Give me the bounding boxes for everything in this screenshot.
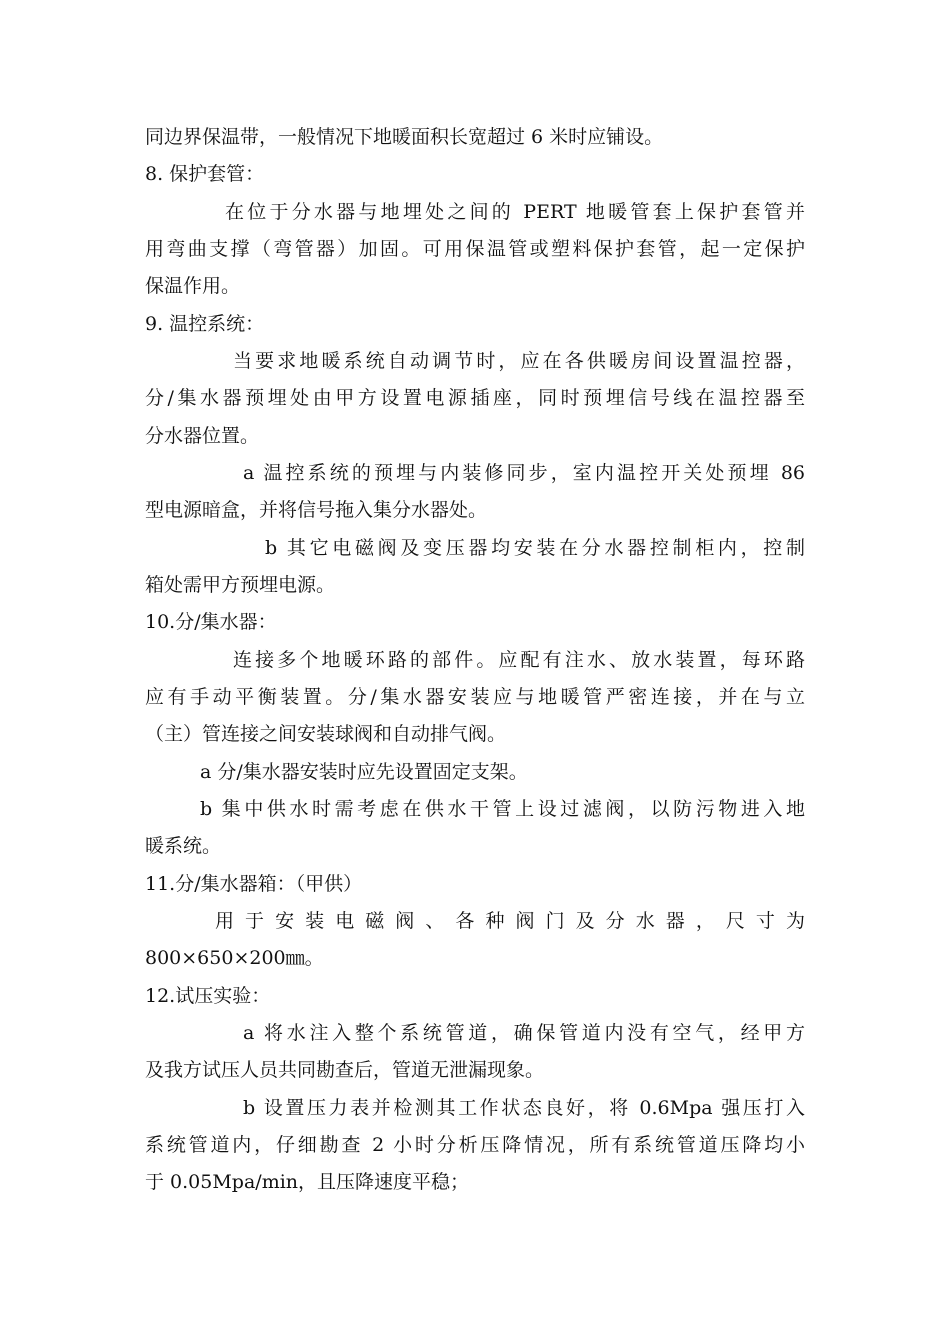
text-line: b 其它电磁阀及变压器均安装在分水器控制柜内，控制	[265, 537, 805, 559]
text-line: 用于安装电磁阀、各种阀门及分水器，尺寸为	[215, 910, 805, 932]
text-line: b 集中供水时需考虑在供水干管上设过滤阀，以防污物进入地	[200, 798, 805, 820]
text-line: 连接多个地暖环路的部件。应配有注水、放水装置，每环路	[233, 649, 805, 671]
text-line: 暖系统。	[145, 835, 222, 857]
text-line: 应有手动平衡装置。分/集水器安装应与地暖管严密连接，并在与立	[145, 686, 805, 708]
section-heading: 9. 温控系统：	[145, 313, 265, 335]
section-heading: 12.试压实验：	[145, 985, 271, 1007]
text-line: 当要求地暖系统自动调节时，应在各供暖房间设置温控器，	[233, 350, 805, 372]
section-heading: 10.分/集水器：	[145, 611, 277, 633]
text-line: 于 0.05Mpa/min，且压降速度平稳；	[145, 1171, 470, 1193]
text-line: 用弯曲支撑（弯管器）加固。可用保温管或塑料保护套管，起一定保护	[145, 238, 805, 260]
text-line: a 分/集水器安装时应先设置固定支架。	[200, 761, 528, 783]
text-line: 同边界保温带，一般情况下地暖面积长宽超过 6 米时应铺设。	[145, 126, 664, 148]
text-line: 分水器位置。	[145, 425, 260, 447]
text-line: 及我方试压人员共同勘查后，管道无泄漏现象。	[145, 1059, 545, 1081]
text-line: 系统管道内，仔细勘查 2 小时分析压降情况，所有系统管道压降均小	[145, 1134, 805, 1156]
text-line: 在位于分水器与地埋处之间的 PERT 地暖管套上保护套管并	[225, 201, 805, 223]
text-line: （主）管连接之间安装球阀和自动排气阀。	[145, 723, 507, 745]
section-heading: 11.分/集水器箱：（甲供）	[145, 873, 363, 895]
text-line: 800×650×200㎜。	[145, 947, 324, 969]
text-line: 分/集水器预埋处由甲方设置电源插座，同时预埋信号线在温控器至	[145, 387, 805, 409]
text-line: 型电源暗盒，并将信号拖入集分水器处。	[145, 499, 488, 521]
section-heading: 8. 保护套管：	[145, 163, 265, 185]
text-line: 保温作用。	[145, 275, 241, 297]
text-line: 箱处需甲方预埋电源。	[145, 574, 336, 596]
text-line: a 将水注入整个系统管道，确保管道内没有空气，经甲方	[243, 1022, 805, 1044]
text-line: a 温控系统的预埋与内装修同步，室内温控开关处预埋 86	[243, 462, 805, 484]
text-line: b 设置压力表并检测其工作状态良好，将 0.6Mpa 强压打入	[243, 1097, 805, 1119]
